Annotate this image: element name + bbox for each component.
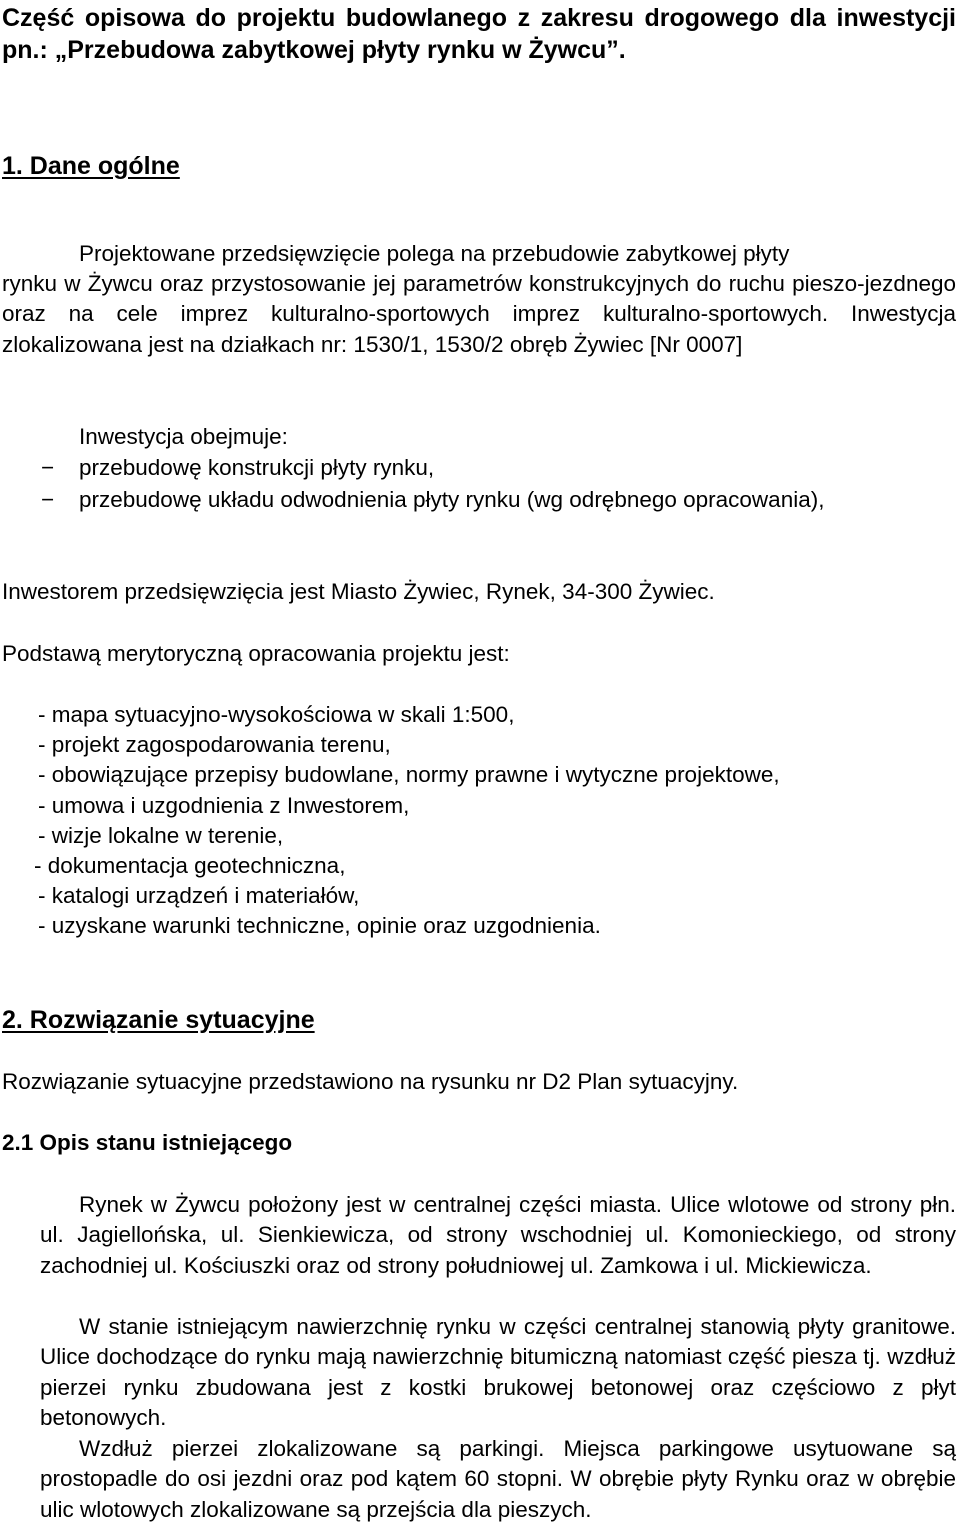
section-2-heading: 2. Rozwiązanie sytuacyjne: [2, 1006, 315, 1034]
list-item: - projekt zagospodarowania terenu,: [38, 732, 391, 758]
paragraph: W stanie istniejącym nawierzchnię rynku w części centralnej stanowią płyty granitowe. Ulice dochodzące do rynku mają nawierzchnię bitumiczną natomiast część piesza tj. wzdłuż pierzei rynku zbudowana jest z kostki brukowej betonowej oraz częściowo z płyt betonowych.: [40, 1314, 956, 1430]
paragraph: Rynek w Żywcu położony jest w centralnej części miasta. Ulice wlotowe od strony płn. ul. Jagiellońska, ul. Sienkiewicza, od strony wschodniej ul. Komonieckiego, od strony zachodniej ul. Kościuszki oraz od strony południowej ul. Zamkowa i ul. Mickiewicza.: [40, 1192, 956, 1278]
paragraph: Wzdłuż pierzei zlokalizowane są parkingi. Miejsca parkingowe usytuowane są prostopadle do osi jezdni oraz pod kątem 60 stopni. W obrębie płyty Rynku oraz w obrębie ulic wlotowych zlokalizowane są przejścia dla pieszych.: [40, 1436, 956, 1522]
scope-item: przebudowę konstrukcji płyty rynku,: [79, 455, 435, 480]
section-1-intro-first-line: Projektowane przedsięwzięcie polega na przebudowie zabytkowej płyty: [79, 241, 790, 266]
document-title: Część opisowa do projektu budowlanego z zakresu drogowego dla inwestycji pn.: „Przebudowa zabytkowej płyty rynku w Żywcu”.: [2, 4, 956, 64]
section-1-intro-paragraph: rynku w Żywcu oraz przystosowanie jej parametrów konstrukcyjnych do ruchu pieszo-jezdnego oraz na cele imprez kulturalno-sportowych imprez kulturalno-sportowych. Inwestycja zlokalizowana jest na działkach nr: 1530/1, 1530/2 obręb Żywiec [Nr 0007]: [2, 271, 956, 357]
scope-item: przebudowę układu odwodnienia płyty rynku (wg odrębnego opracowania),: [79, 487, 825, 512]
list-item: - uzyskane warunki techniczne, opinie oraz uzgodnienia.: [38, 913, 601, 939]
basis-label: Podstawą merytoryczną opracowania projektu jest:: [2, 641, 510, 666]
list-item: - mapa sytuacyjno-wysokościowa w skali 1:500,: [38, 702, 515, 727]
section-1-heading: 1. Dane ogólne: [2, 152, 180, 180]
list-item: - katalogi urządzeń i materiałów,: [38, 883, 360, 909]
basis-list: [34, 700, 780, 942]
scope-item-dash: −: [41, 487, 55, 512]
investor-line: Inwestorem przedsięwzięcia jest Miasto Żywiec, Rynek, 34-300 Żywiec.: [2, 579, 715, 604]
list-item: - dokumentacja geotechniczna,: [34, 853, 346, 879]
section-2-text: Rozwiązanie sytuacyjne przedstawiono na rysunku nr D2 Plan sytuacyjny.: [2, 1069, 739, 1094]
list-item: - umowa i uzgodnienia z Inwestorem,: [38, 792, 410, 818]
list-item: - wizje lokalne w terenie,: [38, 822, 284, 848]
subsection-2-1-heading: 2.1 Opis stanu istniejącego: [2, 1130, 293, 1155]
scope-label: Inwestycja obejmuje:: [79, 424, 288, 449]
scope-item-dash: −: [41, 455, 55, 480]
list-item: - obowiązujące przepisy budowlane, normy prawne i wytyczne projektowe,: [38, 762, 780, 788]
